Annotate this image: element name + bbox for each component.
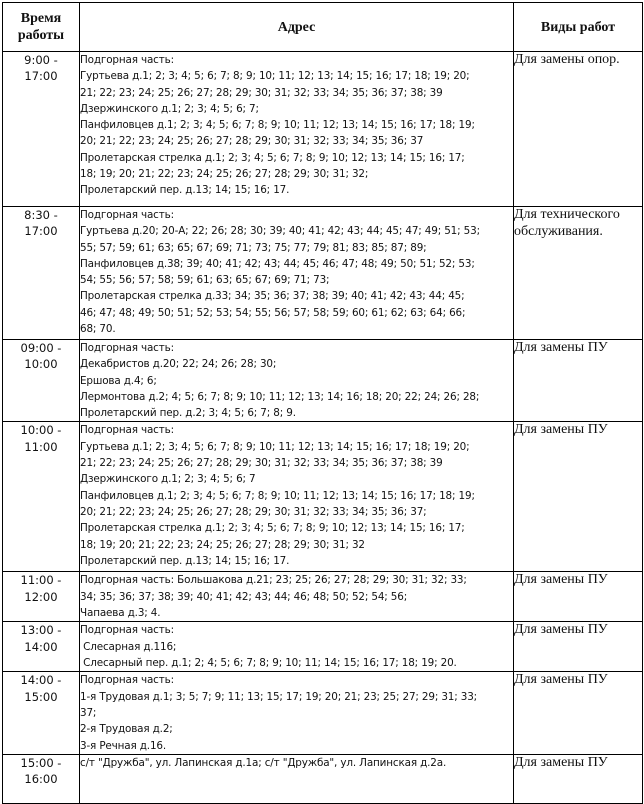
time-start: 11:00 - (20, 573, 62, 588)
address-line: Подгорная часть: (80, 342, 174, 354)
header-time: Время работы (3, 3, 80, 52)
time-cell (3, 672, 80, 754)
address-line: с/т "Дружба", ул. Лапинская д.1а; с/т "Дружба", ул. Лапинская д.2а. (80, 756, 447, 769)
schedule-table (2, 2, 643, 804)
time-cell (3, 754, 80, 803)
time-start: 9:00 - (24, 53, 58, 67)
address-cell (80, 672, 514, 754)
address-line: Чапаева д.3; 4. (80, 607, 161, 620)
table-row (3, 52, 643, 207)
table-row (3, 672, 643, 754)
address-line: 46; 47; 48; 49; 50; 51; 52; 53; 54; 55; 56; 57; 58; 59; 60; 61; 62; 63; 64; 66; (80, 306, 466, 319)
address-line: Слесарная д.116; (80, 640, 177, 653)
address-line: 55; 57; 59; 61; 63; 65; 67; 69; 71; 73; 75; 77; 79; 81; 83; 85; 87; 89; (80, 241, 427, 254)
address-line: Подгорная часть: (80, 674, 174, 687)
address-line: Пролетарская стрелка д.1; 2; 3; 4; 5; 6; 7; 8; 9; 10; 12; 13; 14; 15; 16; 17; (80, 522, 465, 535)
address-line: 54; 55; 56; 57; 58; 59; 61; 63; 65; 67; 69; 71; 73; (80, 274, 330, 287)
address-line: Гуртьева д.20; 20-А; 22; 26; 28; 30; 39; 40; 41; 42; 43; 44; 45; 47; 49; 51; 53; (80, 225, 480, 238)
address-line: 20; 21; 22; 23; 24; 25; 26; 27; 28; 29; 30; 31; 32; 33; 34; 35; 36; 37; (80, 505, 427, 518)
address-cell (80, 207, 514, 340)
address-line: Пролетарская стрелка д.33; 34; 35; 36; 37; 38; 39; 40; 41; 42; 43; 44; 45; (80, 290, 465, 303)
table-row (3, 572, 643, 622)
address-line: Подгорная часть: Большакова д.21; 23; 25; 26; 27; 28; 29; 30; 31; 32; 33; (80, 574, 467, 587)
address-cell (80, 572, 514, 622)
address-line: 20; 21; 22; 23; 24; 25; 26; 27; 28; 29; 30; 31; 32; 33; 34; 35; 36; 37 (80, 135, 424, 148)
work-type-cell: Для замены опор. (514, 52, 643, 207)
address-line: 34; 35; 36; 37; 38; 39; 40; 41; 42; 43; 44; 46; 48; 50; 52; 54; 56; (80, 590, 408, 603)
table-row (3, 207, 643, 340)
address-line: Подгорная часть: (80, 624, 174, 637)
address-line: 18; 19; 20; 21; 22; 23; 24; 25; 26; 27; 28; 29; 30; 31; 32; (80, 168, 369, 181)
time-start: 8:30 - (24, 208, 58, 222)
address-line: Пролетарский пер. д.2; 3; 4; 5; 6; 7; 8; 9. (80, 407, 296, 420)
address-line: Подгорная часть: (80, 54, 174, 66)
address-cell (80, 754, 514, 803)
address-line: Пролетарский пер. д.13; 14; 15; 16; 17. (80, 554, 290, 567)
header-address: Адрес (80, 3, 514, 52)
time-cell (3, 207, 80, 340)
address-line: Гуртьева д.1; 2; 3; 4; 5; 6; 7; 8; 9; 10; 11; 12; 13; 14; 15; 16; 17; 18; 19; 20; (80, 440, 470, 453)
time-cell (3, 52, 80, 207)
time-cell (3, 340, 80, 422)
work-type-cell: Для замены ПУ (514, 754, 643, 803)
work-type-cell: Для замены ПУ (514, 672, 643, 754)
address-line: Панфиловцев д.1; 2; 3; 4; 5; 6; 7; 8; 9; 10; 11; 12; 13; 14; 15; 16; 17; 18; 19; (80, 489, 475, 502)
time-start: 09:00 - (20, 341, 62, 355)
time-end: 10:00 (24, 357, 58, 372)
time-cell (3, 622, 80, 672)
address-cell (80, 422, 514, 572)
work-type-cell: Для замены ПУ (514, 340, 643, 422)
address-line: Слесарный пер. д.1; 2; 4; 5; 6; 7; 8; 9; 10; 11; 14; 15; 16; 17; 18; 19; 20. (80, 657, 457, 670)
time-start: 15:00 - (20, 755, 62, 770)
address-line: 1-я Трудовая д.1; 3; 5; 7; 9; 11; 13; 15; 17; 19; 20; 21; 23; 25; 27; 29; 31; 33; (80, 690, 478, 703)
time-start: 14:00 - (20, 673, 62, 688)
address-line: Пролетарская стрелка д.1; 2; 3; 4; 5; 6; 7; 8; 9; 10; 12; 13; 14; 15; 16; 17; (80, 151, 465, 164)
address-line: 18; 19; 20; 21; 22; 23; 24; 25; 26; 27; 28; 29; 30; 31; 32 (80, 538, 365, 551)
address-line: 21; 22; 23; 24; 25; 26; 27; 28; 29; 30; 31; 32; 33; 34; 35; 36; 37; 38; 39 (80, 457, 443, 470)
time-cell (3, 422, 80, 572)
time-end: 17:00 (24, 224, 58, 239)
header-row (3, 3, 643, 52)
address-line: Гуртьева д.1; 2; 3; 4; 5; 6; 7; 8; 9; 10; 11; 12; 13; 14; 15; 16; 17; 18; 19; 20; (80, 70, 470, 83)
table-row (3, 622, 643, 672)
work-type-cell: Для замены ПУ (514, 572, 643, 622)
work-type-cell: Для технического обслуживания. (514, 207, 643, 340)
address-line: Пролетарский пер. д.13; 14; 15; 16; 17. (80, 184, 290, 197)
time-cell (3, 572, 80, 622)
table-row (3, 754, 643, 803)
time-start: 13:00 - (20, 623, 62, 638)
header-work-type: Виды работ (514, 3, 643, 52)
address-line: Декабристов д.20; 22; 24; 26; 28; 30; (80, 358, 277, 371)
address-cell (80, 52, 514, 207)
address-line: Ершова д.4; 6; (80, 374, 157, 387)
address-line: Дзержинского д.1; 2; 3; 4; 5; 6; 7 (80, 473, 256, 486)
address-line: 2-я Трудовая д.2; (80, 723, 173, 736)
address-line: Панфиловцев д.1; 2; 3; 4; 5; 6; 7; 8; 9; 10; 11; 12; 13; 14; 15; 16; 17; 18; 19; (80, 119, 475, 132)
table-body (3, 52, 643, 804)
time-end: 17:00 (24, 69, 58, 84)
time-start: 10:00 - (20, 423, 62, 438)
address-line: Подгорная часть: (80, 209, 174, 221)
table-row (3, 340, 643, 422)
work-type-cell: Для замены ПУ (514, 622, 643, 672)
address-line: 21; 22; 23; 24; 25; 26; 27; 28; 29; 30; 31; 32; 33; 34; 35; 36; 37; 38; 39 (80, 86, 443, 99)
address-line: 68; 70. (80, 323, 116, 336)
time-end: 11:00 (24, 439, 58, 454)
address-line: Панфиловцев д.38; 39; 40; 41; 42; 43; 44; 45; 46; 47; 48; 49; 50; 51; 52; 53; (80, 257, 475, 270)
address-line: Подгорная часть: (80, 424, 174, 437)
address-line: Лермонтова д.2; 4; 5; 6; 7; 8; 9; 10; 11; 12; 13; 14; 16; 18; 20; 22; 24; 26; 28; (80, 390, 480, 403)
work-type-cell: Для замены ПУ (514, 422, 643, 572)
table-row (3, 422, 643, 572)
time-end: 15:00 (24, 689, 58, 704)
address-line: 37; (80, 707, 97, 720)
address-cell (80, 622, 514, 672)
address-line: 3-я Речная д.16. (80, 739, 167, 752)
time-end: 16:00 (24, 772, 58, 787)
address-line: Дзержинского д.1; 2; 3; 4; 5; 6; 7; (80, 102, 259, 115)
time-end: 14:00 (24, 639, 58, 654)
address-cell (80, 340, 514, 422)
time-end: 12:00 (24, 589, 58, 604)
